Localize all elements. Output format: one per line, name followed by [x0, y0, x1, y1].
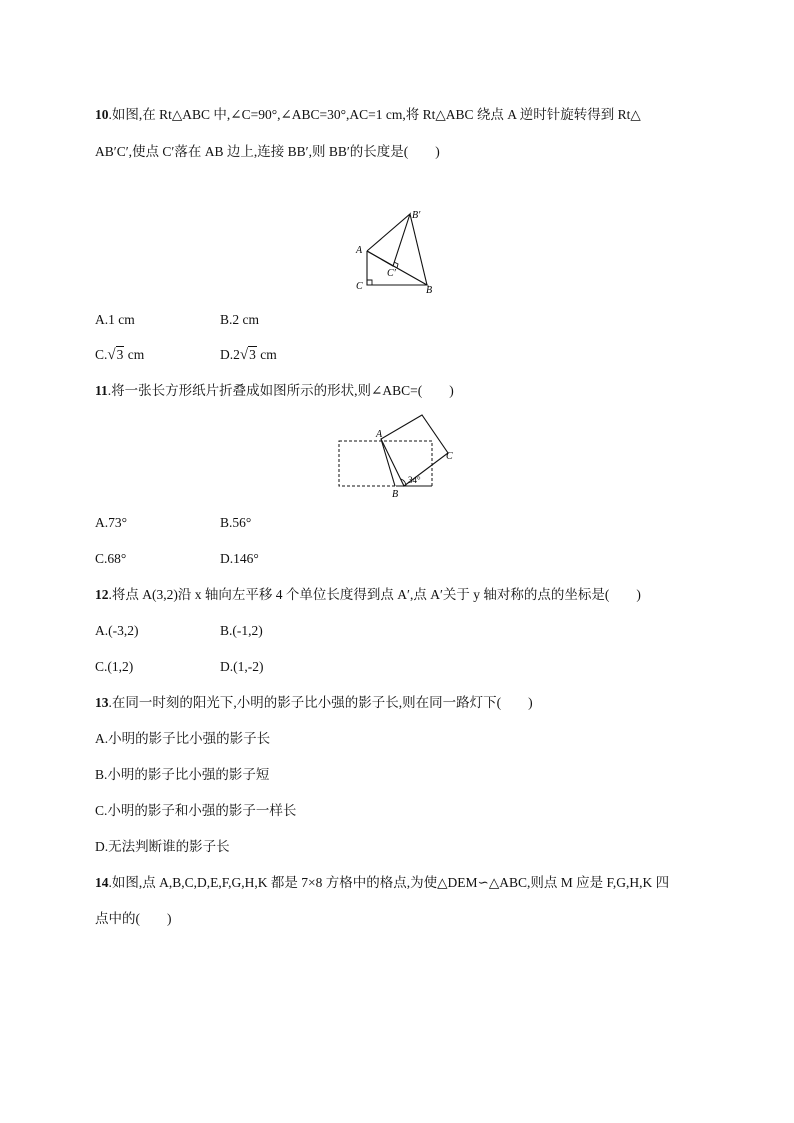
q10-line2: [95, 143, 440, 161]
q11-option-c: C.68°: [95, 551, 127, 566]
q10-triangle-abprimecprime: [367, 214, 410, 266]
q10-label-cprime: C′: [387, 268, 396, 279]
q11-label-angle: 34°: [408, 475, 421, 485]
q13-text: .在同一时刻的阳光下,小明的影子比小强的影子长,则在同一路灯下( ): [108, 695, 533, 710]
q10-option-d-suffix: cm: [256, 347, 277, 362]
q13-option-a: A.小明的影子比小强的影子长: [95, 731, 271, 746]
q10-option-c-radicand: 3: [116, 347, 124, 362]
q10-option-c-prefix: C.: [95, 347, 108, 362]
q10-option-c-suffix: cm: [124, 347, 145, 362]
q10-label-a: A: [356, 245, 363, 256]
q10-label-bprime: B′: [412, 210, 421, 221]
q12-option-c: C.(1,2): [95, 659, 134, 674]
q10-line1: [95, 106, 641, 124]
q10-number: 10: [95, 107, 109, 122]
q11-label-c: C: [446, 451, 453, 462]
q12-option-a: A.(-3,2): [95, 623, 139, 638]
q11-number: 11: [95, 383, 108, 398]
q12-text: .将点 A(3,2)沿 x 轴向左平移 4 个单位长度得到点 A′,点 A′关于 y 轴对称的点的坐标是( ): [108, 587, 641, 602]
q11-label-b: B: [392, 489, 399, 500]
q11-figure: [333, 410, 463, 500]
q10-label-b: B: [426, 285, 433, 295]
q10-right-angle-c: [367, 280, 372, 285]
sqrt-symbol: √3: [239, 347, 256, 363]
q12-option-b: B.(-1,2): [220, 623, 263, 638]
q13-option-d: D.无法判断谁的影子长: [95, 839, 230, 854]
q10-option-c: [95, 346, 144, 364]
q14-line1: [95, 874, 669, 892]
q12-number: 12: [95, 587, 109, 602]
q10-text-line2: AB′C′,使点 C′落在 AB 边上,连接 BB′,则 BB′的长度是( ): [95, 144, 440, 159]
q11-option-d: D.146°: [220, 551, 259, 566]
q12-option-d: D.(1,-2): [220, 659, 264, 674]
q11-option-b: B.56°: [220, 515, 252, 530]
q12-line: [95, 586, 641, 604]
q11-text: .将一张长方形纸片折叠成如图所示的形状,则∠ABC=( ): [107, 383, 454, 398]
q14-number: 14: [95, 875, 109, 890]
q10-option-d: [220, 346, 277, 364]
q14-text-line2: 点中的( ): [95, 911, 172, 926]
q10-label-c: C: [356, 281, 363, 292]
q13-option-c: C.小明的影子和小强的影子一样长: [95, 803, 297, 818]
q14-line2: [95, 910, 172, 928]
q11-label-a: A: [376, 429, 383, 440]
q10-option-b: B.2 cm: [220, 312, 259, 327]
q10-segment-bbprime: [410, 214, 427, 285]
q11-option-a: A.73°: [95, 515, 128, 530]
q10-text-line1: .如图,在 Rt△ABC 中,∠C=90°,∠ABC=30°,AC=1 cm,将 Rt△ABC 绕点 A 逆时针旋转得到 Rt△: [108, 107, 641, 122]
q13-option-b: B.小明的影子比小强的影子短: [95, 767, 270, 782]
q10-option-d-prefix: D.2: [220, 347, 240, 362]
q10-option-a: A.1 cm: [95, 312, 135, 327]
q13-number: 13: [95, 695, 109, 710]
q10-option-d-radicand: 3: [249, 347, 256, 362]
q10-figure: [350, 205, 440, 295]
q14-text-line1: .如图,点 A,B,C,D,E,F,G,H,K 都是 7×8 方格中的格点,为使△DEM∽△ABC,则点 M 应是 F,G,H,K 四: [108, 875, 670, 890]
sqrt-symbol: √3: [107, 347, 124, 363]
q13-line: [95, 694, 533, 712]
q11-line: [95, 382, 454, 400]
